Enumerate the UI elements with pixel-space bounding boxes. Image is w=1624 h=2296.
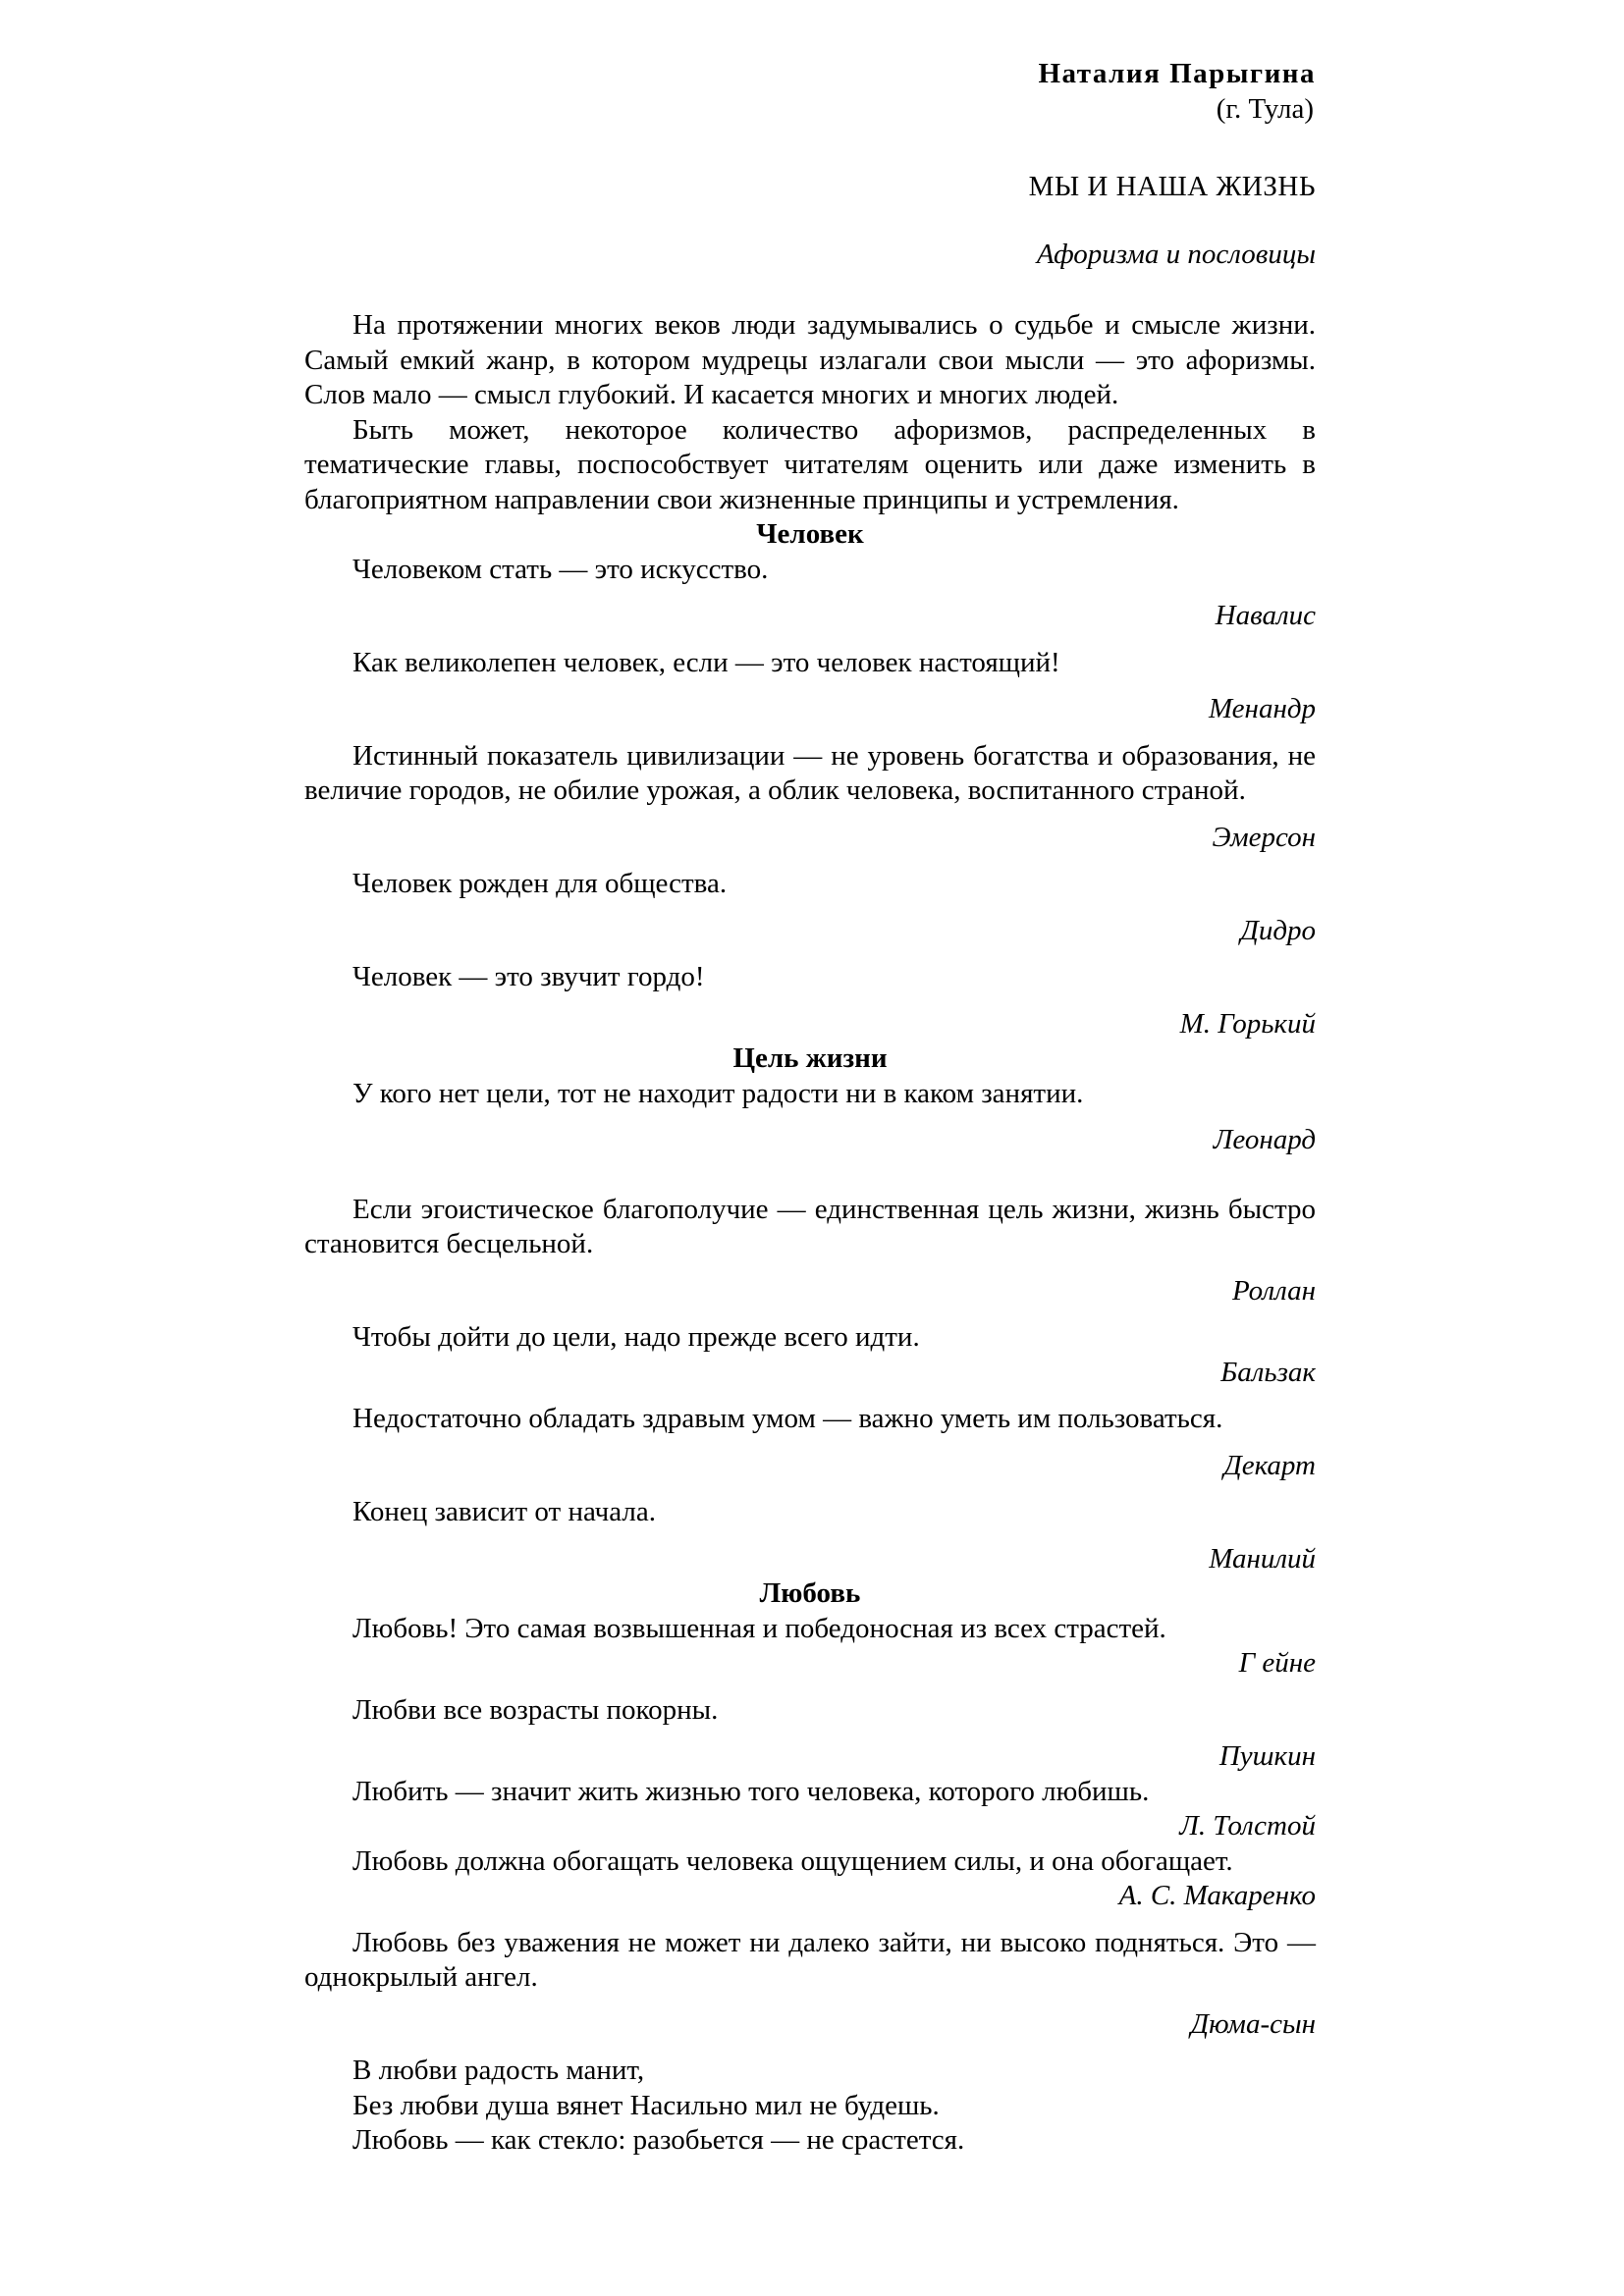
quote-text: Истинный показатель цивилизации — не уровень богатства и образования, не величие городов, не обилие урожая, а облик человека, воспитанного страной.: [304, 739, 1316, 806]
quote-text: Если эгоистическое благополучие — единственная цель жизни, жизнь быстро становится бесцельной.: [304, 1193, 1316, 1259]
quote-author: А. С. Макаренко: [1118, 1880, 1316, 1911]
quote-author: Дидро: [1240, 914, 1316, 946]
quote-text: Любовь без уважения не может ни далеко зайти, ни высоко подняться. Это — однокрылый ангел.: [304, 1926, 1316, 1993]
quote-author: Пушкин: [1218, 1740, 1316, 1772]
quote-author: Навалис: [1215, 600, 1316, 631]
quote-text: Человек рожден для общества.: [352, 868, 728, 899]
quote-text: Любви все возрасты покорны.: [352, 1693, 719, 1726]
author-city: (г. Тула): [1216, 92, 1314, 125]
section-lyubov: [304, 1576, 1316, 2159]
proverb-line: Без любви душа вянет Насильно мил не будешь.: [352, 2089, 940, 2121]
proverb-line: В любви радость манит,: [352, 2055, 645, 2086]
author-name: Наталия Парыгина: [1038, 58, 1316, 89]
proverbs: [304, 2054, 1316, 2159]
section-heading: Человек: [756, 518, 864, 550]
section-tsel-zhizni: [304, 1041, 1316, 1576]
section-chelovek: [304, 517, 1316, 1041]
section-heading: Цель жизни: [732, 1042, 888, 1074]
section-heading: Любовь: [759, 1577, 861, 1609]
quote-author: Бальзак: [1220, 1356, 1316, 1388]
quote-author: Л. Толстой: [1179, 1810, 1316, 1842]
document-subtitle: Афоризма и пословицы: [1036, 238, 1316, 270]
quote-text: Недостаточно обладать здравым умом — важно уметь им пользоваться.: [352, 1403, 1223, 1434]
quote-text: Любить — значит жить жизнью того человека, которого любишь.: [352, 1775, 1150, 1807]
quote-text: Конец зависит от начала.: [352, 1496, 656, 1527]
quote-text: Любовь должна обогащать человека ощущением силы, и она обогащает.: [352, 1844, 1233, 1877]
quote-author: Манилий: [1209, 1542, 1316, 1575]
quote-text: У кого нет цели, тот не находит радости ни в каком занятии.: [352, 1077, 1084, 1109]
intro-paragraph: Быть может, некоторое количество афоризмов, распределенных в тематические главы, поспособствует читателям оценить или даже изменить в благоприятном направлении свои жизненные принципы и устремления.: [304, 413, 1316, 515]
quote-author: М. Горький: [1179, 1007, 1316, 1040]
quote-text: Человек — это звучит гордо!: [352, 961, 705, 992]
proverb-line: Любовь — как стекло: разобьется — не срастется.: [352, 2124, 965, 2156]
quote-author: Дюма-сын: [1190, 2007, 1316, 2040]
quote-author: Роллан: [1232, 1274, 1316, 1307]
quote-author: Менандр: [1208, 693, 1316, 724]
intro: [304, 308, 1316, 517]
quote-text: Человеком стать — это искусство.: [352, 553, 769, 585]
quote-text: Любовь! Это самая возвышенная и победоносная из всех страстей.: [352, 1612, 1166, 1644]
quote-text: Чтобы дойти до цели, надо прежде всего идти.: [352, 1321, 920, 1353]
quote-text: Как великолепен человек, если — это человек настоящий!: [352, 646, 1060, 678]
quote-author: Леонард: [1213, 1124, 1316, 1155]
intro-paragraph: На протяжении многих веков люди задумывались о судьбе и смысле жизни. Самый емкий жанр, в котором мудрецы излагали свои мысли — это афоризмы. Слов мало — смысл глубокий. И касается многих и многих людей.: [304, 309, 1316, 410]
quote-author: Декарт: [1223, 1449, 1316, 1481]
quote-author: Г ейне: [1238, 1647, 1316, 1679]
quote-author: Эмерсон: [1212, 821, 1316, 853]
document-title: МЫ И НАША ЖИЗНЬ: [1028, 171, 1316, 202]
document-content: [304, 57, 1316, 2159]
